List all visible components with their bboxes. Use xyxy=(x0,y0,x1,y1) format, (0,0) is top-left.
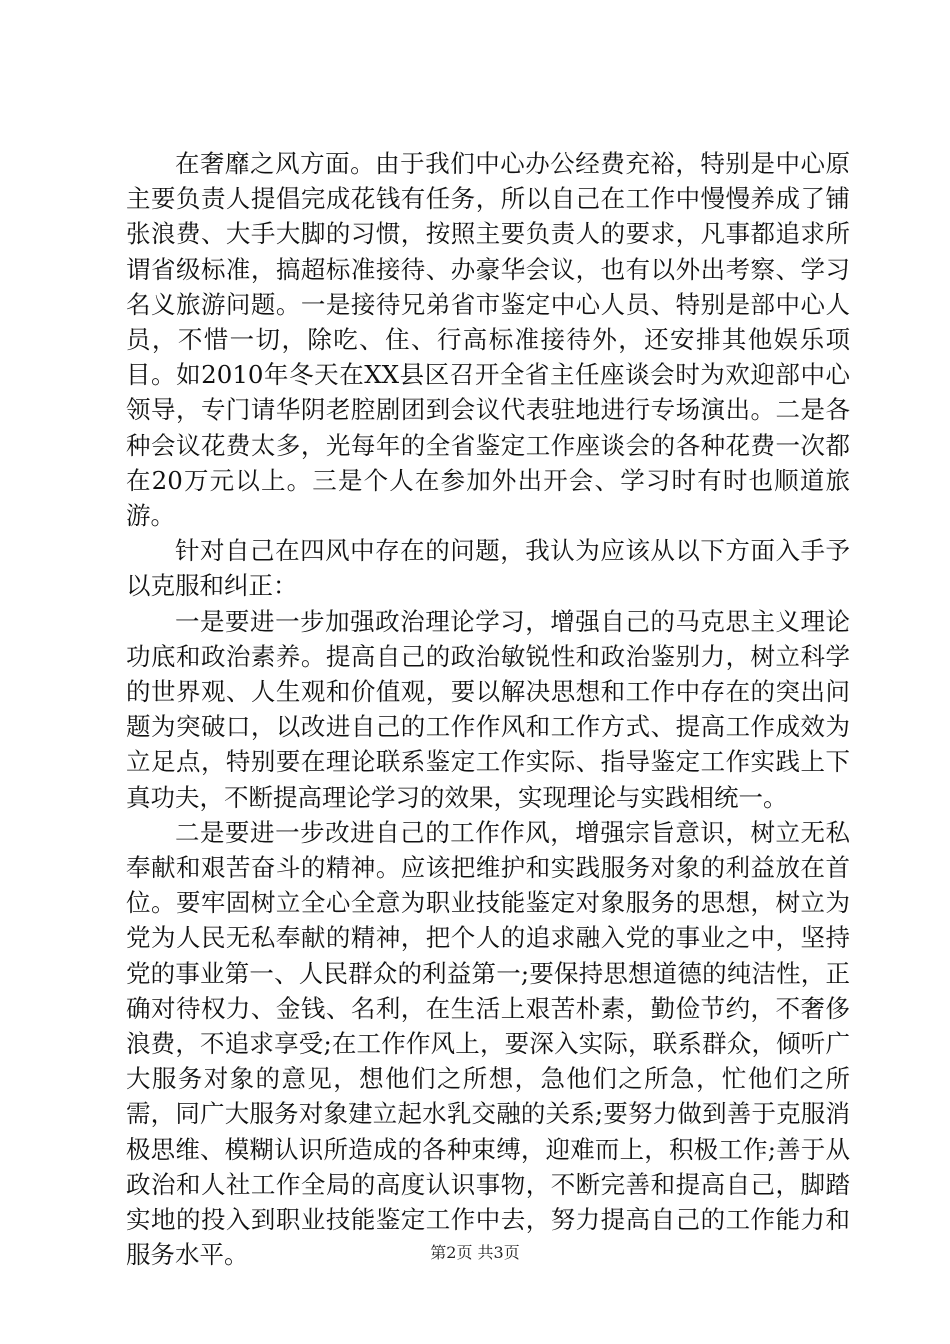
document-body xyxy=(126,146,850,1273)
paragraph-remedy-intro: 针对自己在四风中存在的问题，我认为应该从以下方面入手予以克服和纠正： xyxy=(126,536,850,601)
paragraph-extravagance: 在奢靡之风方面。由于我们中心办公经费充裕，特别是中心原主要负责人提倡完成花钱有任务，所以自己在工作中慢慢养成了铺张浪费、大手大脚的习惯，按照主要负责人的要求，凡事都追求所谓省级标准，搞超标准接待、办豪华会议，也有以外出考察、学习名义旅游问题。一是接待兄弟省市鉴定中心人员、特别是部中心人员，不惜一切，除吃、住、行高标准接待外，还安排其他娱乐项目。如2010年冬天在XX县区召开全省主任座谈会时为欢迎部中心领导，专门请华阴老腔剧团到会议代表驻地进行专场演出。二是各种会议花费太多，光每年的全省鉴定工作座谈会的各种花费一次都在20万元以上。三是个人在参加外出开会、学习时有时也顺道旅游。 xyxy=(126,149,850,531)
page-number: 第2页 共3页 xyxy=(430,1243,520,1262)
paragraph-work-style: 二是要进一步改进自己的工作作风，增强宗旨意识，树立无私奉献和艰苦奋斗的精神。应该把维护和实践服务对象的利益放在首位。要牢固树立全心全意为职业技能鉴定对象服务的思想，树立为党为人民无私奉献的精神，把个人的追求融入党的事业之中，坚持党的事业第一、人民群众的利益第一;要保持思想道德的纯洁性，正确对待权力、金钱、名利，在生活上艰苦朴素，勤俭节约，不奢侈浪费，不追求享受;在工作作风上，要深入实际，联系群众，倾听广大服务对象的意见，想他们之所想，急他们之所急，忙他们之所需，同广大服务对象建立起水乳交融的关系;要努力做到善于克服消极思维、模糊认识所造成的各种束缚，迎难而上，积极工作;善于从政治和人社工作全局的高度认识事物，不断完善和提高自己，脚踏实地的投入到职业技能鉴定工作中去，努力提高自己的工作能力和服务水平。 xyxy=(126,817,850,1270)
paragraph-theory-study: 一是要进一步加强政治理论学习，增强自己的马克思主义理论功底和政治素养。提高自己的政治敏锐性和政治鉴别力，树立科学的世界观、人生观和价值观，要以解决思想和工作中存在的突出问题为突破口，以改进自己的工作作风和工作方式、提高工作成效为立足点，特别要在理论联系鉴定工作实际、指导鉴定工作实践上下真功夫，不断提高理论学习的效果，实现理论与实践相统一。 xyxy=(126,606,850,812)
